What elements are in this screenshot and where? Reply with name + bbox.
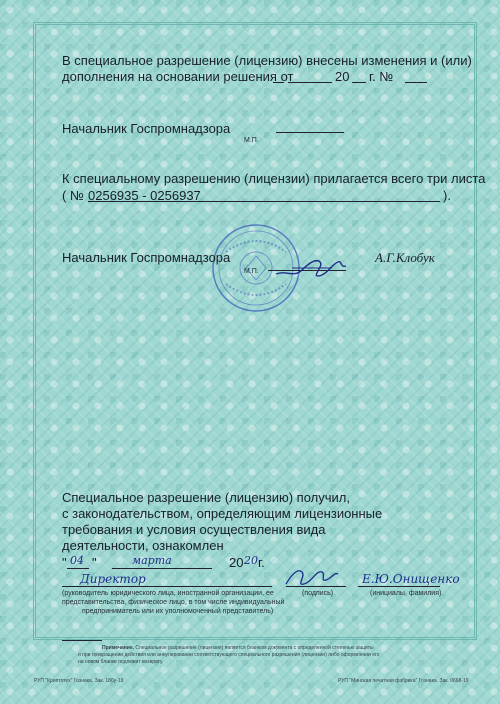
note-label: Примечание. [102, 645, 135, 651]
day-line [67, 568, 89, 569]
signer-position: Директор [80, 572, 146, 586]
year-g: г. [258, 555, 265, 570]
position-line [62, 586, 272, 587]
quote-close: " [92, 555, 97, 570]
sheet-numbers: 0256935 - 0256937 [88, 188, 201, 203]
footer-left: РУП "Криптотех" Гознака. Зак. 186у-19 [34, 678, 124, 684]
chief-name: А.Г.Клобук [375, 250, 435, 265]
chief-title-1: Начальник Госпромнадзора [62, 121, 231, 136]
caption-left-2: представительства, физическое лицо, в том числе индивидуальный [62, 599, 285, 606]
year-prefix-receipt: 20 [229, 555, 244, 570]
month-line [112, 568, 212, 569]
receipt-line-2: с законодательством, определяющим лицензионные [62, 506, 383, 521]
stamp-place-2: М.П. [244, 268, 259, 275]
date-day-blank [273, 82, 284, 83]
note-separator [62, 640, 102, 641]
signer-name: Е.Ю.Онищенко [362, 572, 460, 586]
note-text-1: Специальное разрешение (лицензия) является бланком документа с определенной степенью защиты [135, 645, 374, 651]
receipt-line-3: требования и условия осуществления вида [62, 522, 326, 537]
amendment-text-line2 [62, 69, 293, 85]
note-line-2: и при прекращении действия или аннулировании соответствующего специального разрешения (лицензии) либо оформлении его [78, 652, 380, 658]
sheet-numbers-line [88, 201, 440, 202]
year-prefix: 20 [335, 69, 350, 84]
signature-line-3 [286, 586, 346, 587]
note-line-1 [102, 645, 374, 652]
caption-signature: (подпись) [302, 590, 334, 597]
decision-number-blank [405, 82, 427, 83]
sheet-numbers-close: ). [443, 188, 451, 203]
chief-title-2: Начальник Госпромнадзора [62, 250, 231, 265]
attachments-text: К специальному разрешению (лицензии) прилагается всего три листа [62, 171, 486, 186]
signature-line-1 [276, 132, 344, 133]
receipt-line-4: деятельности, ознакомлен [62, 538, 224, 553]
amendment-date-label: дополнения на основании решения от [62, 69, 294, 84]
sheet-numbers-open: ( № [62, 188, 84, 203]
date-month-blank [288, 82, 332, 83]
receipt-day: 04 [70, 554, 84, 567]
amendment-text-line1: В специальное разрешение (лицензию) внесены изменения и (или) [62, 53, 472, 68]
caption-left-3: предприниматель или их уполномоченный представитель) [82, 608, 274, 615]
number-label: г. № [369, 69, 394, 84]
quote-open: " [62, 555, 67, 570]
receipt-year: 20 [244, 554, 258, 567]
stamp-place-1: М.П. [244, 137, 259, 144]
date-year-blank [352, 82, 366, 83]
receipt-month: марта [132, 554, 172, 567]
chief-signature [272, 252, 352, 282]
caption-left-1: (руководитель юридического лица, иностранной организации, ее [62, 590, 274, 597]
caption-name: (инициалы, фамилия) [370, 590, 442, 597]
footer-right: РУП "Минская печатная фабрика" Гознака. Зак. 0668-19 [338, 678, 469, 684]
note-line-3: на новом бланке подлежит возврату. [78, 659, 164, 665]
name-line [358, 586, 440, 587]
receipt-line-1: Специальное разрешение (лицензию) получил, [62, 490, 350, 505]
